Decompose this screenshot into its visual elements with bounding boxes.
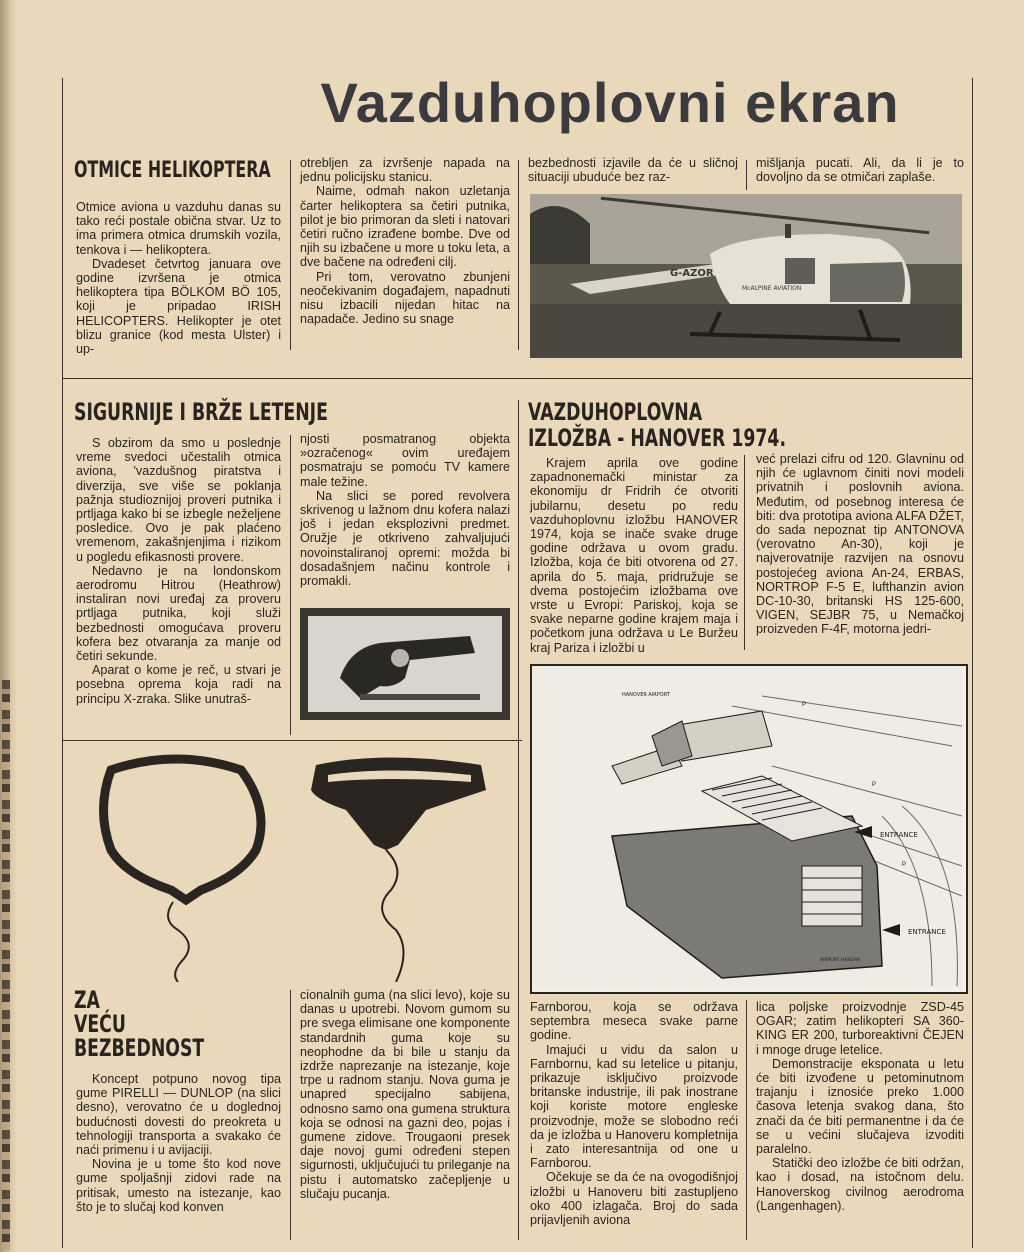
paragraph: Očekuje se da će na ovogodišnjoj izložbi u Hanoveru biti zastupljeno oko 400 izlagača. Broj do sada prijavljenih aviona [530,1170,738,1228]
paragraph: Aparat o kome je reč, u stvari je posebna oprema koja radi na principu X-zraka. Slike unutraš- [76,663,281,706]
column-rule [518,400,519,1240]
map-label-hangar: AIRPORT HANGAR [820,958,861,963]
section-heading-hijack: OTMICE HELIKOPTERA [74,158,271,183]
hanover-column-3 [530,1000,738,1227]
photo-livery: McALPINE AVIATION [742,285,802,292]
revolver-xray-image [300,608,510,720]
column-rule [290,160,291,350]
paragraph: Novina je u tome što kod nove gume spoljašnji zidovi rade na pritisak, umesto na istezanje, kao što je to slučaj kod konven [76,1157,281,1214]
airport-map-drawing [532,666,962,988]
paragraph: već prelazi cifru od 120. Glavninu od njih će uglavnom činiti novi modeli privatnih i poslovnih aviona. Međutim, od posebnog interesa će biti: dva prototipa aviona ALFA DŽET, do sada nepoznat tip ANTONOVA (verovatno An-30), koji je najverovatnije razvijen na osnovu postojećeg aviona An-24, ERBAS, NORTROP F-5 E, lufthanzin avion DC-10-30, britanski HS 125-600, VIGEN, SEJBR 75, u Nemačkoj proizveden F-4F, motorna jedri- [756,452,964,637]
hijack-column-4 [756,156,964,184]
safety-column-2 [300,988,510,1201]
section-heading-hanover-line2: IZLOŽBA - HANOVER 1974. [528,424,787,452]
hijack-column-2 [300,156,510,326]
left-frame-rule [62,78,63,1248]
hanover-column-4 [756,1000,964,1213]
xray-photo [300,608,510,720]
paragraph: Farnborou, koja se održava septembra meseca svake parne godine. [530,1000,738,1043]
column-rule [746,160,747,190]
photo-registration: G-AZOR [670,268,714,279]
paragraph: S obzirom da smo u poslednje vreme svedoci učestalih otmica aviona, 'vazdušnog piratstva i diverzija, sve više se poklanja pažnja studioznijoj proveri putnika i prtljaga kako bi se izbegle neželjene posledice. Ovo je pak plaćeno vremenom, zakašnjenjima i rizikom u pogledu efikasnosti provere. [76,436,281,564]
paragraph: Otmice aviona u vazduhu danas su tako reći postale obična stvar. Uz to ima primera otmica drumskih vozila, tenkova i — helikoptera. [76,200,281,257]
tire-cross-sections [66,750,516,982]
map-parking-label: P [872,782,877,788]
column-rule [290,990,291,1240]
page-edge-damage [2,680,10,1250]
paragraph: Imajući u vidu da salon u Farnbornu, kad su letelice u pitanju, prikazuje isključivo proizvode britanske industrije, ili pak inostrane koji koriste motore engleske proizvodnje, može se slobodno reći da je izložba u Hanoveru kompletnija i zato interesantnija od one u Farnborou. [530,1042,738,1171]
helicopter-image [530,194,962,358]
tire-rope-icon [168,902,189,982]
section-heading-hanover-line1: VAZDUHOPLOVNA [528,398,703,426]
section-heading-safety-line1: ZA [74,986,100,1014]
column-rule [290,435,291,735]
paragraph: Pri tom, verovatno zbunjeni neočekivanim događajem, napadnuti nisu izbacili nijedan hitac na napadače. Jedino su snage [300,269,510,327]
paragraph: Nedavno je na londonskom aerodromu Hitrou (Heathrow) instaliran novi uređaj za proveru prtljaga putnika, koji služi bezbednosti omogućava proveru kofera bez otvaranja za manje od četiri sekunde. [76,563,281,664]
right-frame-rule [972,78,973,1248]
safe-flight-column-1 [76,436,281,706]
paragraph: njosti posmatranog objekta »ozračenog« ovim uređajem posmatraju se pomoću TV kamere male težine. [300,432,510,489]
paragraph: Koncept potpuno novog tipa gume PIRELLI — DUNLOP (na slici desno), verovatno će u doglednoj budućnosti dovesti do preokreta u tehnologiji transporta a svakako će naći primenu i u avijaciji. [76,1072,281,1158]
hijack-column-1 [76,200,281,356]
hijack-column-3 [528,156,738,184]
section-heading-safety-line3: BEZBEDNOST [74,1034,205,1062]
paragraph: Statički deo izložbe će biti održan, kao i dosad, na istočnom delu. Hanoverskog civilnog aerodroma (Langenhagen). [756,1156,964,1213]
safety-column-1 [76,1072,281,1214]
hanover-column-1 [530,456,738,655]
paragraph: bezbednosti izjavile da će u sličnoj situaciji ubuduće bez raz- [528,156,738,185]
airport-map [530,664,968,994]
paragraph: Naime, odmah nakon uzletanja čarter helikoptera sa četiri putnika, pilot je bio primoran da sleti i natovari četiri ručno izrađene bombe. Dve od njih su izbačene u more u toku leta, a dve bačene na određeni cilj. [300,184,510,270]
map-parking-label: P [802,702,807,708]
section-heading-safe-flight: SIGURNIJE I BRŽE LETENJE [74,398,328,426]
horizontal-divider-left [62,740,522,741]
column-rule [518,160,519,350]
paragraph: Demonstracije eksponata u letu će biti izvođene u petominutnom trajanju i iznosiće preko 1.000 časova letenja svakog dana, što znači da će biti permanentne i da će se u većini slučajeva izvoditi paralelno. [756,1056,964,1157]
horizontal-divider-top [62,378,972,379]
column-rule [744,455,745,650]
map-label-entrance-2: ENTRANCE [908,928,946,936]
map-label-airport: HANOVER AIRPORT [622,692,670,698]
paragraph: otrebljen za izvršenje napada na jednu policijsku stanicu. [300,156,510,185]
paragraph: cionalnih guma (na slici levo), koje su danas u upotrebi. Novom gumom su pre svega elimisane one komponente standardnih guma koje su neophodne da bi bile u stanju da izdrže naprezanje na istezanje, koje trpe u radnom stanju. Nova guma je unapred specijalno sabijena, odnosno samo ona gumena struktura koja se odnosi na gazni deo, pojas i gumene zidove. Trougaoni presek daje novoj gumi određeni stepen sigurnosti, uključujući tu prileganje na pistu i automatsko začepljenje u slučaju pucanja. [300,988,510,1201]
paragraph: Na slici se pored revolvera skrivenog u lažnom dnu kofera nalazi još i jedan eksplozivni predmet. Oružje je otkriveno zahvaljujući novoinstaliranoj opremi: možda bi dosadašnjem načinu kontrole i promakli. [300,488,510,589]
page-title: Vazduhoplovni ekran [320,71,900,134]
map-parking-label: P [902,862,907,868]
conventional-tire-icon [104,759,262,900]
hanover-column-2 [756,452,964,637]
column-rule [746,1000,747,1240]
paragraph: mišljanja pucati. Ali, da li je to dovoljno da se otmičari zaplaše. [756,156,964,185]
paragraph: Krajem aprila ove godine zapadnonemački ministar za ekonomiju dr Fridrih će otvoriti jubilarnu, desetu po redu vazduhoplovnu izložbu HANOVER 1974, koja se inače svake druge godine održava u ovom gradu. Izložba, koja će biti otvorena od 27. aprila do 5. maja, pridružuje se dvema postojećim izložbama ove vrste u Evropi: Pariskoj, koja se svake neparne godine krajem maja i početkom juna održava u Le Buržeu kraj Pariza i izložbi u [530,456,738,655]
paragraph: Dvadeset četvrtog januara ove godine izvršena je otmica helikoptera tipa BÖLKOM BÖ 105, koji je pripadao IRISH HELICOPTERS. Helikopter je otet blizu granice (kod mesta Ulster) i up- [76,256,281,357]
map-label-entrance-1: ENTRANCE [880,831,918,839]
paragraph: lica poljske proizvodnje ZSD-45 OGAR; zatim helikopteri SA 360-KING ER 200, turboreaktivni ČEJEN i mnoge druge letelice. [756,1000,964,1057]
safe-flight-column-2 [300,432,510,588]
helicopter-photo [530,194,962,358]
section-heading-safety-line2: VEĆU [74,1010,126,1038]
tire-rope-icon [382,850,403,982]
